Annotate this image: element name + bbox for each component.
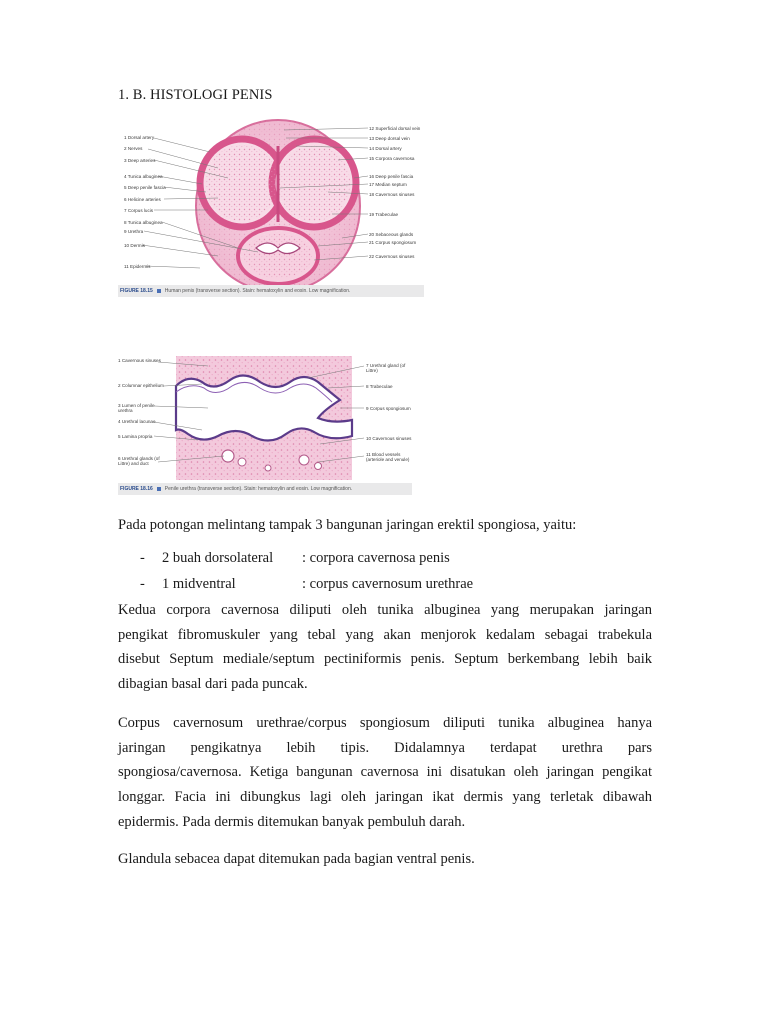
label-right-12: 12 Superficial dorsal vein xyxy=(369,126,421,131)
caption-text: Human penis (transverse section). Stain: hematoxylin and eosin. Low magnification. xyxy=(164,288,351,294)
label-left-11: 11 Epidermis xyxy=(124,264,151,269)
label-left-9: 9 Urethra xyxy=(124,229,144,234)
label-right-19: 19 Trabeculae xyxy=(369,212,399,217)
paragraph-line: jaringan pengikatnya lebih tipis. Didalamnya terdapat urethra pars xyxy=(118,739,652,756)
label-left-7: 7 Corpus lucis xyxy=(124,208,154,213)
caption-text: Penile urethra (transverse section). Stain: hematoxylin and eosin. Low magnification. xyxy=(164,486,353,492)
paragraph-corpus-spongiosum xyxy=(118,711,652,835)
label-right-18: 18 Cavernous sinuses xyxy=(369,192,415,197)
label-left-8: 8 Tunica albuginea xyxy=(124,220,163,225)
label-left-4: 4 Tunica albuginea xyxy=(124,174,163,179)
intro-sentence: Pada potongan melintang tampak 3 bangunan jaringan erektil spongiosa, yaitu: xyxy=(118,517,577,533)
paragraph-line: Kedua corpora cavernosa diliputi oleh tunika albuginea yang merupakan jaringan xyxy=(118,602,652,618)
label-right-9: 9 Corpus spongiosum xyxy=(366,406,411,411)
label-left-2: 2 Columnar epithelium xyxy=(118,383,164,388)
label-right-20: 20 Sebaceous glands xyxy=(369,232,414,237)
figure-caption xyxy=(118,483,412,495)
figure-number: FIGURE 18.16 xyxy=(120,486,153,492)
label-right-17: 17 Median septum xyxy=(369,182,407,187)
figure-penis-transverse xyxy=(118,118,426,302)
list-term: 2 buah dorsolateral xyxy=(162,550,274,566)
label-right-11: 11 Blood vessels (arteriole and venule) xyxy=(366,452,410,462)
label-right-21: 21 Corpus spongiosum xyxy=(369,240,417,245)
caption-square-icon xyxy=(157,289,161,293)
label-right-16: 16 Deep penile fascia xyxy=(369,174,414,179)
label-right-10: 10 Cavernous sinuses xyxy=(366,436,412,441)
label-right-14: 14 Dorsal artery xyxy=(369,146,402,151)
label-left-3: 3 Lumen of penile urethra xyxy=(118,403,155,413)
list-description: : corpus cavernosum urethrae xyxy=(302,576,474,592)
paragraph-line: dibagian basal dari pada puncak. xyxy=(118,676,308,693)
paragraph-line: spongiosa/cavernosa. Ketiga bangunan cavernosa ini disatukan oleh jaringan pengikat xyxy=(118,764,652,781)
label-left-5: 5 Deep penile fascia xyxy=(124,185,166,190)
label-left-2: 2 Nerves xyxy=(124,146,143,151)
paragraph-line: Corpus cavernosum urethrae/corpus spongiosum diliputi tunika albuginea hanya xyxy=(118,715,652,731)
label-right-7: 7 Urethral gland (of Littre) xyxy=(366,363,406,373)
label-left-3: 3 Deep arteries xyxy=(124,158,156,163)
paragraph-corpora-cavernosa xyxy=(118,598,652,697)
list-dash: - xyxy=(140,576,145,592)
label-left-6: 6 Urethral glands (of Littre) and duct xyxy=(118,456,160,466)
list-term: 1 midventral xyxy=(162,576,236,592)
paragraph-line: pengikat fibromuskuler yang tebal yang akan menjorok kedalam sebagai trabekula xyxy=(118,626,652,643)
paragraph-line: longgar. Facia ini dibungkus lagi oleh jaringan ikat dermis yang terletak dibawah xyxy=(118,789,652,806)
figure-number: FIGURE 18.15 xyxy=(120,288,153,294)
label-left-5: 5 Lamina propria xyxy=(118,434,153,439)
label-left-1: 1 Dorsal artery xyxy=(124,135,155,140)
figure-penile-urethra xyxy=(118,352,414,496)
paragraph-line: epidermis. Pada dermis ditemukan banyak pembuluh darah. xyxy=(118,813,466,830)
list-dash: - xyxy=(140,550,145,566)
label-right-8: 8 Trabeculae xyxy=(366,384,393,389)
label-left-4: 4 Urethral lacunae xyxy=(118,419,156,424)
caption-square-icon xyxy=(157,487,161,491)
label-left-6: 6 Helicine arteries xyxy=(124,197,161,202)
label-right-13: 13 Deep dorsal vein xyxy=(369,136,410,141)
paragraph-line: disebut Septum mediale/septum pectiniformis penis. Septum berkembang lebih baik xyxy=(118,651,652,668)
urethra-cross-section-micrograph xyxy=(118,352,414,496)
list-description: : corpora cavernosa penis xyxy=(302,550,450,566)
figure-caption xyxy=(118,285,424,297)
section-heading: 1. B. HISTOLOGI PENIS xyxy=(118,87,273,103)
label-left-10: 10 Dermis xyxy=(124,243,145,248)
label-right-22: 22 Cavernous sinuses xyxy=(369,254,415,259)
paragraph-glandula-sebacea xyxy=(118,847,652,872)
label-right-15: 15 Corpora cavernosa xyxy=(369,156,415,161)
label-left-1: 1 Cavernous sinuses xyxy=(118,358,161,363)
paragraph-line: Glandula sebacea dapat ditemukan pada bagian ventral penis. xyxy=(118,851,475,867)
